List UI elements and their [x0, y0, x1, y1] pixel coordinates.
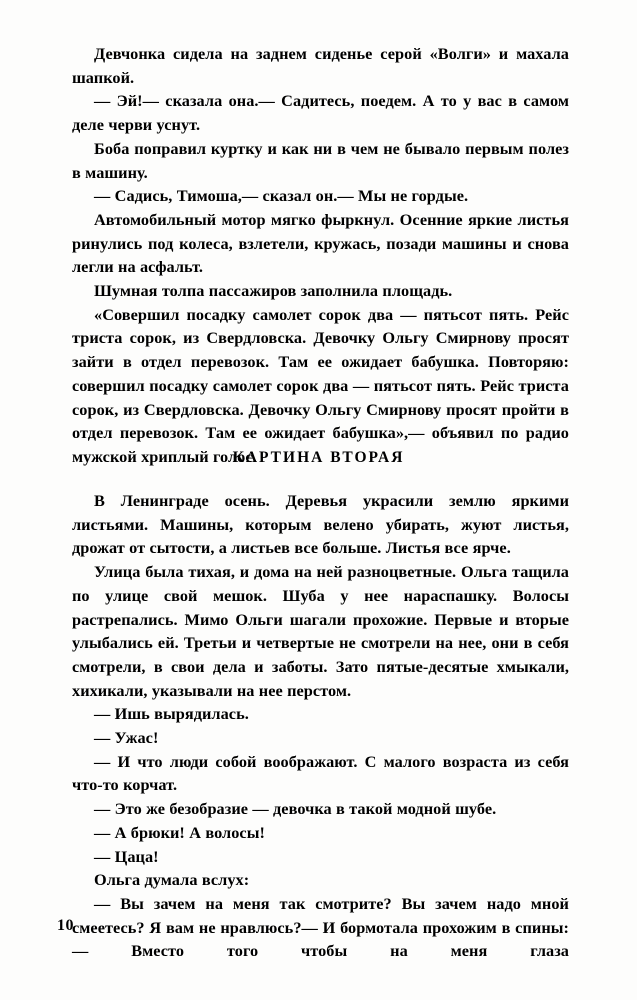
paragraph: — Эй!— сказала она.— Садитесь, поедем. А то у вас в самом деле черви уснут. [72, 91, 569, 135]
paragraph: Ольга думала вслух: [94, 870, 250, 890]
scene-heading: КАРТИНА ВТОРАЯ [232, 449, 405, 466]
paragraph: — Вы зачем на меня так смотрите? Вы зачем надо мной смеетесь? Я вам не нравлюсь?— И бормотала прохожим в спины:— Вместо того чтобы на меня глаза [72, 893, 569, 961]
paragraph: — И что люди собой воображают. С малого возраста из себя что-то корчат. [72, 751, 569, 795]
text-block-upper [72, 42, 569, 469]
paragraph: Боба поправил куртку и как ни в чем не бывало первым полез в машину. [72, 138, 569, 182]
page-number: 10 [57, 917, 74, 934]
paragraph: — Ужас! [94, 728, 159, 748]
paragraph: — Цаца! [94, 846, 159, 866]
paragraph: — Это же безобразие — девочка в такой модной шубе. [94, 799, 497, 819]
paragraph: В Ленинграде осень. Деревья украсили землю яркими листьями. Машины, которым велено убирать, жуют листья, дрожат от сытости, а листьев все больше. Листья все ярче. [72, 491, 569, 558]
paragraph: — А брюки! А волосы! [94, 822, 265, 842]
paragraph: Девчонка сидела на заднем сиденье серой «Волги» и махала шапкой. [72, 44, 569, 87]
paragraph: Автомобильный мотор мягко фыркнул. Осенние яркие листья ринулись под колеса, взлетели, кружась, позади машины и снова легли на асфальт. [72, 209, 569, 277]
paragraph: «Совершил посадку самолет сорок два — пятьсот пять. Рейс триста сорок, из Свердловска. Девочку Ольгу Смирнову просят зайти в отдел перевозок. Там ее ожидает бабушка. Повторяю: совершил посадку самолет сорок два — пятьсот пять. Рейс триста сорок, из Свердловска. Девочку Ольгу Смирнову просят пройти в отдел перевозок. Там ее ожидает бабушка»,— объявил по радио мужской хриплый голос. [72, 304, 569, 466]
text-block-lower [72, 489, 569, 963]
paragraph: Улица была тихая, и дома на ней разноцветные. Ольга тащила по улице свой мешок. Шуба у нее нараспашку. Волосы растрепались. Мимо Ольги шагали прохожие. Первые и вторые улыбались ей. Третьи и четвертые не смотрели на нее, они в себя смотрели, в свои дела и заботы. Зато пятые-десятые хмыкали, хихикали, указывали на нее перстом. [72, 562, 569, 700]
paragraph: — Ишь вырядилась. [94, 704, 249, 724]
paragraph: — Садись, Тимоша,— сказал он.— Мы не гордые. [94, 186, 469, 206]
paragraph: Шумная толпа пассажиров заполнила площадь. [94, 281, 453, 301]
